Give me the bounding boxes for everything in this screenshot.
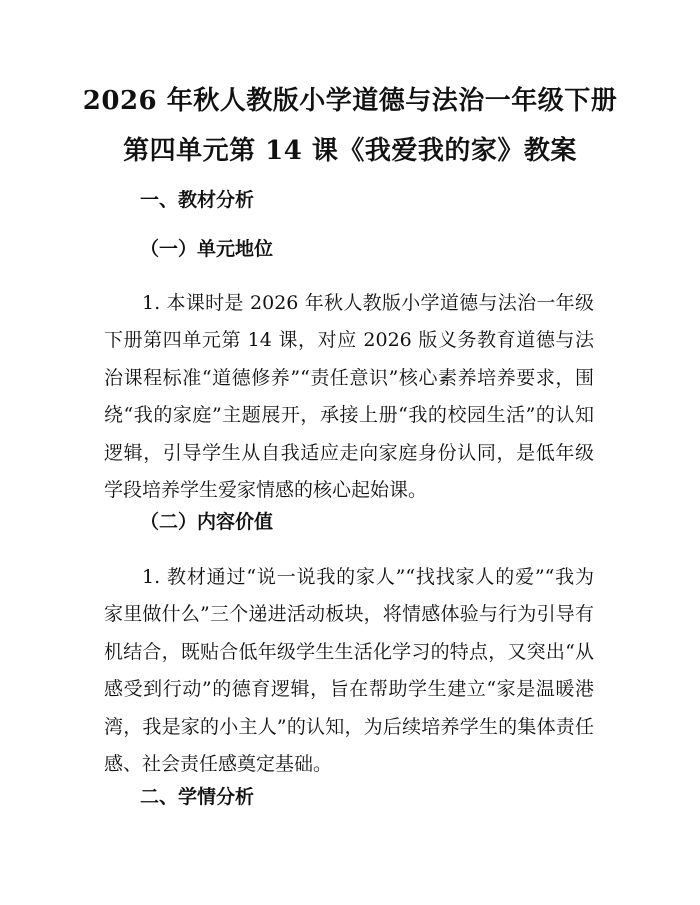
document-title-line1: 2026 年秋人教版小学道德与法治一年级下册 xyxy=(82,86,618,116)
section-heading-teaching-material-analysis: 一、教材分析 xyxy=(140,189,255,211)
paragraph-content-value: 1. 教材通过“说一说我的家人”“找找家人的爱”“我为家里做什么”三个递进活动板块，将情感体验与行为引导有机结合，既贴合低年级学生生活化学习的特点，又突出“从感受到行动”的德育逻辑，旨在帮助学生建立“家是温暖港湾，我是家的小主人”的认知，为后续培养学生的集体责任感、社会责任感奠定基础。 xyxy=(104,566,594,776)
subsection-heading-content-value: （二）内容价值 xyxy=(140,511,274,533)
paragraph-unit-position: 1. 本课时是 2026 年秋人教版小学道德与法治一年级下册第四单元第 14 课，对应 2026 版义务教育道德与法治课程标准“道德修养”“责任意识”核心素养培养要求，围绕“我的家庭”主题展开，承接上册“我的校园生活”的认知逻辑，引导学生从自我适应走向家庭身份认同，是低年级学段培养学生爱家情感的核心起始课。 xyxy=(104,292,594,502)
subsection-heading-unit-position: （一）单元地位 xyxy=(140,238,274,260)
document-title-line2: 第四单元第 14 课《我爱我的家》教案 xyxy=(123,136,577,166)
section-heading-student-analysis: 二、学情分析 xyxy=(140,786,255,808)
